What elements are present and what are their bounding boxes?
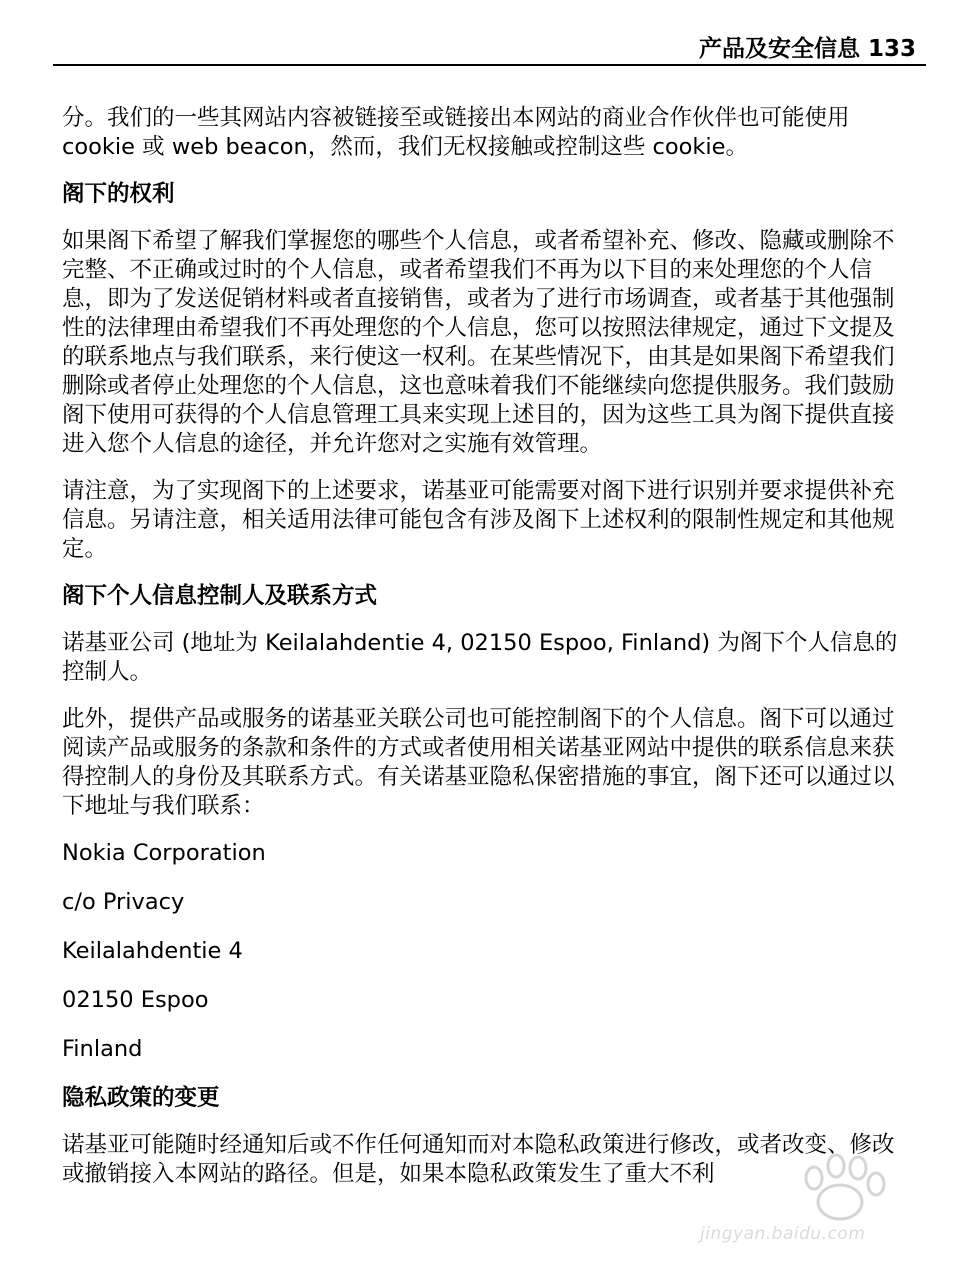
document-body (62, 104, 914, 1207)
address-line: Nokia Corporation (62, 840, 266, 866)
changes-paragraph: 诺基亚可能随时经通知后或不作任何通知而对本隐私政策进行修改，或者改变、修改或撤销接入本网站的路径。但是，如果本隐私政策发生了重大不利 (62, 1132, 895, 1187)
page-number: 133 (867, 36, 916, 62)
header-divider (53, 64, 926, 66)
watermark-url: jingyan.baidu.com (700, 1224, 866, 1244)
rights-heading: 阁下的权利 (62, 181, 175, 207)
controller-paragraph: 诺基亚公司 (地址为 Keilalahdentie 4, 02150 Espoo, Finland) 为阁下个人信息的控制人。 (62, 630, 898, 685)
address-line: Keilalahdentie 4 (62, 938, 243, 964)
changes-heading: 隐私政策的变更 (62, 1085, 220, 1111)
affiliates-paragraph: 此外，提供产品或服务的诺基亚关联公司也可能控制阁下的个人信息。阁下可以通过阅读产品或服务的条款和条件的方式或者使用相关诺基亚网站中提供的联系信息来获得控制人的身份及其联系方式。有关诺基亚隐私保密措施的事宜，阁下还可以通过以下地址与我们联系： (62, 706, 895, 819)
intro-paragraph: 分。我们的一些其网站内容被链接至或链接出本网站的商业合作伙伴也可能使用 cookie 或 web beacon，然而，我们无权接触或控制这些 cookie。 (62, 105, 850, 160)
rights-paragraph: 如果阁下希望了解我们掌握您的哪些个人信息，或者希望补充、修改、隐藏或删除不完整、不正确或过时的个人信息，或者希望我们不再为以下目的来处理您的个人信息，即为了发送促销材料或者直接销售，或者为了进行市场调查，或者基于其他强制性的法律理由希望我们不再处理您的个人信息，您可以按照法律规定，通过下文提及的联系地点与我们联系，来行使这一权利。在某些情况下，由其是如果阁下希望我们删除或者停止处理您的个人信息，这也意味着我们不能继续向您提供服务。我们鼓励阁下使用可获得的个人信息管理工具来实现上述目的，因为这些工具为阁下提供直接进入您个人信息的途径，并允许您对之实施有效管理。 (62, 228, 895, 457)
contact-address (62, 839, 914, 1064)
address-line: c/o Privacy (62, 889, 185, 915)
address-line: 02150 Espoo (62, 987, 209, 1013)
address-line: Finland (62, 1036, 143, 1062)
header-title: 产品及安全信息 (698, 36, 860, 62)
note-paragraph: 请注意，为了实现阁下的上述要求，诺基亚可能需要对阁下进行识别并要求提供补充信息。另请注意，相关适用法律可能包含有涉及阁下上述权利的限制性规定和其他规定。 (62, 478, 895, 562)
controller-heading: 阁下个人信息控制人及联系方式 (62, 583, 378, 609)
page-header (0, 34, 916, 64)
